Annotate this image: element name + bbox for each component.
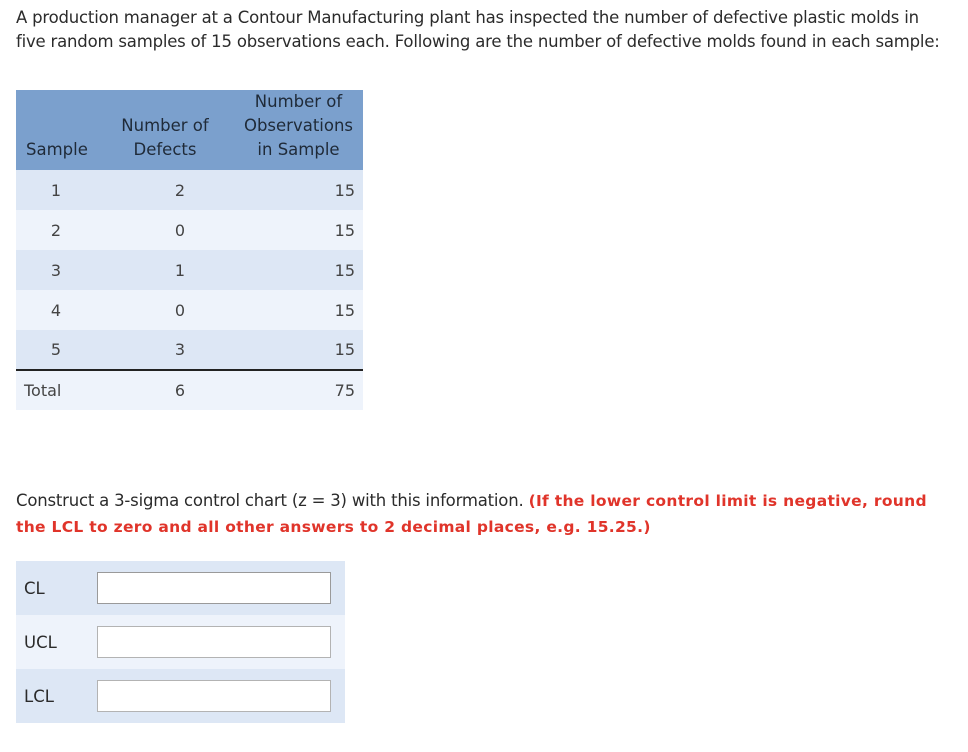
header-defects-line1: Number of — [121, 116, 209, 135]
defects-table — [16, 90, 363, 410]
cell-defects: 0 — [96, 210, 234, 250]
cell-sample: 1 — [16, 170, 96, 210]
rounding-note: (If the lower control limit is negative, round the LCL to zero and all other answers to 2 decimal places, e.g. 15.25.) — [16, 492, 927, 536]
header-sample-label: Sample — [26, 140, 88, 159]
cell-defects: 2 — [96, 170, 234, 210]
header-sample — [16, 90, 96, 170]
table-row — [16, 290, 363, 330]
cell-observations: 15 — [234, 170, 363, 210]
header-observations — [234, 90, 363, 170]
cell-observations: 15 — [234, 330, 363, 370]
ucl-input[interactable] — [97, 626, 331, 658]
lcl-input[interactable] — [97, 680, 331, 712]
cell-defects: 1 — [96, 250, 234, 290]
answer-row-lcl — [16, 669, 345, 723]
table-total-row — [16, 370, 363, 410]
lcl-label: LCL — [24, 686, 54, 706]
cl-label: CL — [24, 578, 45, 598]
table-row — [16, 250, 363, 290]
instruction-text: Construct a 3-sigma control chart (z = 3) with this information. — [16, 491, 524, 510]
table-row — [16, 210, 363, 250]
total-defects: 6 — [96, 370, 234, 410]
cell-defects: 0 — [96, 290, 234, 330]
answer-row-ucl — [16, 615, 345, 669]
header-obs-line3: in Sample — [257, 140, 340, 159]
instruction — [16, 488, 956, 540]
header-obs-line1: Number of — [254, 92, 343, 111]
cell-sample: 3 — [16, 250, 96, 290]
cell-sample: 5 — [16, 330, 96, 370]
table-row — [16, 330, 363, 370]
cell-observations: 15 — [234, 250, 363, 290]
header-defects — [96, 90, 234, 170]
total-observations: 75 — [234, 370, 363, 410]
answer-table — [16, 561, 345, 723]
cell-observations: 15 — [234, 290, 363, 330]
question-intro: A production manager at a Contour Manufacturing plant has inspected the number of defective plastic molds in five random samples of 15 observations each. Following are the number of defective molds found in each sample: — [16, 8, 940, 51]
cell-defects: 3 — [96, 330, 234, 370]
cell-observations: 15 — [234, 210, 363, 250]
header-defects-line2: Defects — [133, 140, 197, 159]
header-obs-line2: Observations — [243, 116, 354, 135]
total-label: Total — [16, 370, 96, 410]
cell-sample: 2 — [16, 210, 96, 250]
cl-input[interactable] — [97, 572, 331, 604]
ucl-label: UCL — [24, 632, 57, 652]
table-row — [16, 170, 363, 210]
table-header-row — [16, 90, 363, 170]
cell-sample: 4 — [16, 290, 96, 330]
answer-row-cl — [16, 561, 345, 615]
